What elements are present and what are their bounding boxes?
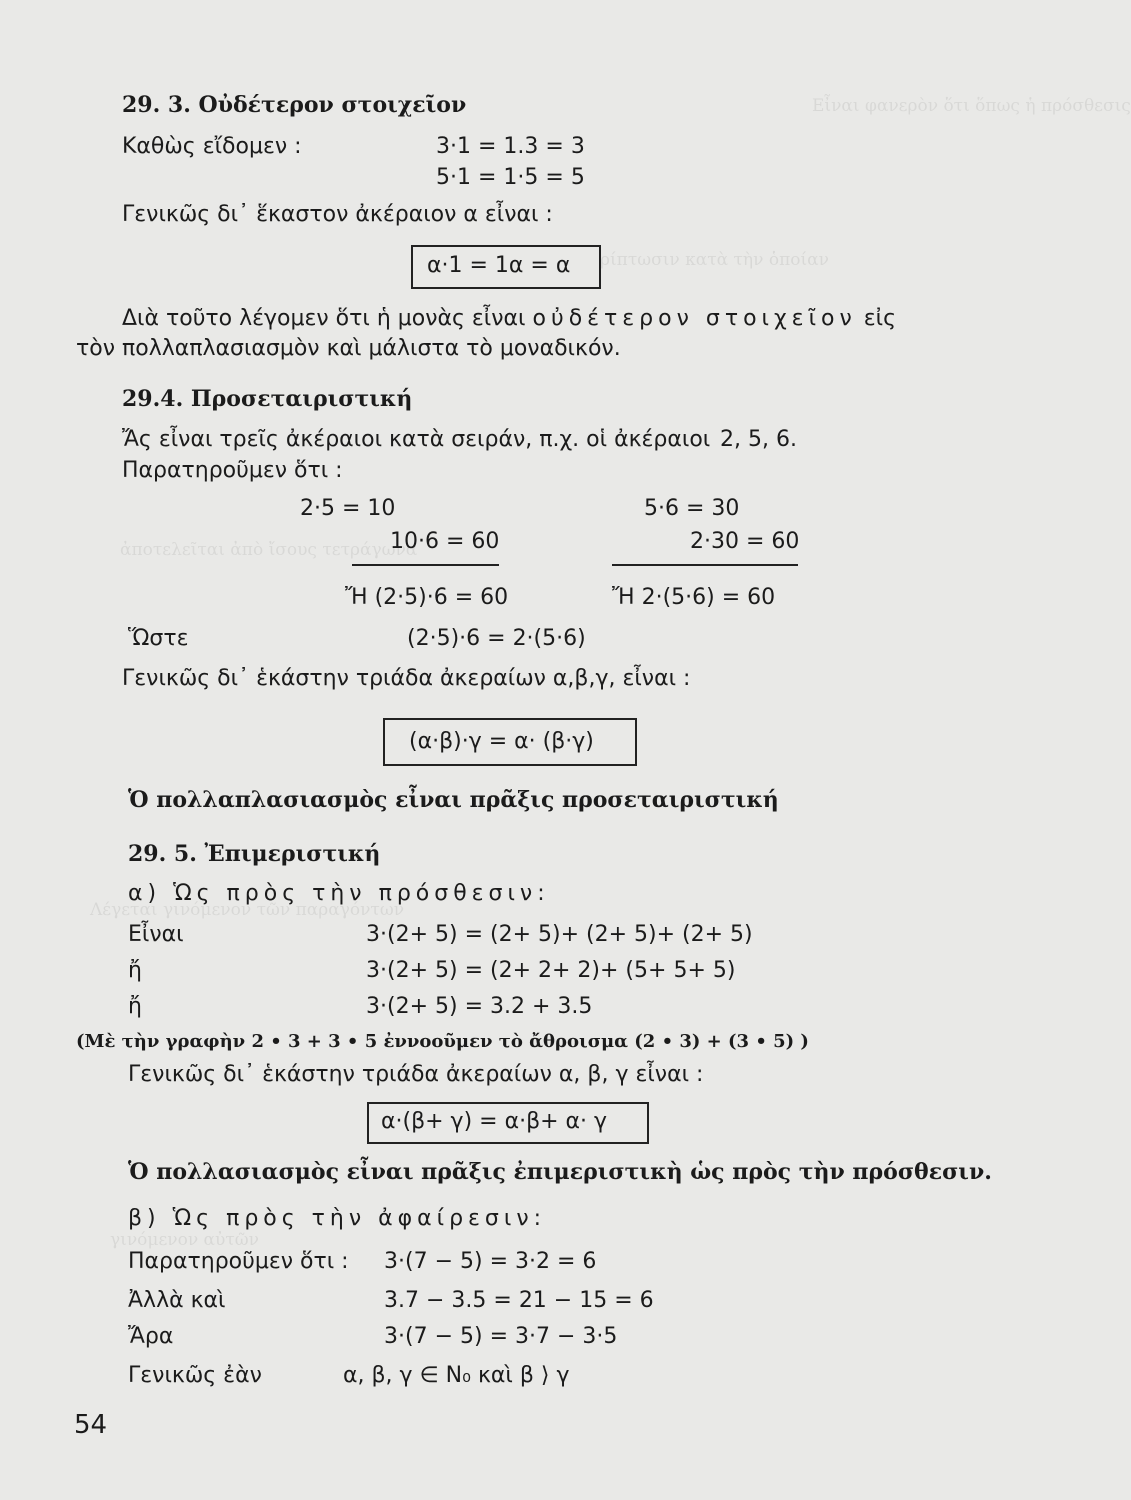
section-29-4-intro: Ἄς εἶναι τρεῖς ἀκέραιοι κατὰ σειράν, π.χ. οἱ ἀκέραιοι xyxy=(122,427,711,452)
section-29-3-conclusion-line2: τὸν πολλαπλασιασμὸν καὶ μάλιστα τὸ μοναδικόν. xyxy=(76,336,621,361)
observe-label: Παρατηροῦμεν ὅτι : xyxy=(128,1249,349,1274)
section-29-4-values: 2, 5, 6. xyxy=(720,427,797,452)
identity-formula: α·1 = 1α = α xyxy=(427,253,571,278)
section-29-3-heading: 29. 3. Οὐδέτερον στοιχεῖον xyxy=(122,92,467,118)
left-divider xyxy=(352,564,499,566)
equation-5x1: 5·1 = 1·5 = 5 xyxy=(436,165,585,190)
left-step-2: 10·6 = 60 xyxy=(390,529,500,554)
section-29-3-intro: Καθὼς εἴδομεν : xyxy=(122,134,302,159)
section-29-4-observe: Παρατηροῦμεν ὅτι : xyxy=(122,458,343,483)
conclusion-text-end: εἰς xyxy=(863,306,897,331)
therefore-label: Ἄρα xyxy=(128,1324,174,1349)
row2-equation: 3·(2+ 5) = (2+ 2+ 2)+ (5+ 5+ 5) xyxy=(366,958,736,983)
right-divider xyxy=(612,564,798,566)
section-29-5-general: Γενικῶς δι᾽ ἑκάστην τριάδα ἀκεραίων α, β, γ εἶναι : xyxy=(128,1062,704,1087)
right-step-1: 5·6 = 30 xyxy=(644,496,740,521)
left-result: Ἤ (2·5)·6 = 60 xyxy=(345,585,509,610)
section-29-3-conclusion xyxy=(122,305,896,333)
distributive-rule: Ὁ πολλασιασμὸς εἶναι πρᾶξις ἐπιμεριστικὴ ὡς πρὸς τὴν πρόσθεσιν. xyxy=(128,1159,992,1185)
left-step-1: 2·5 = 10 xyxy=(300,496,396,521)
section-29-5-heading: 29. 5. Ἐπιμεριστική xyxy=(128,841,381,867)
right-result: Ἤ 2·(5·6) = 60 xyxy=(612,585,776,610)
boxed-formula-associative xyxy=(383,718,637,766)
associative-formula: (α·β)·γ = α· (β·γ) xyxy=(409,729,594,754)
section-29-4-heading: 29.4. Προσεταιριστική xyxy=(122,386,413,412)
row1-equation: 3·(2+ 5) = (2+ 5)+ (2+ 5)+ (2+ 5) xyxy=(366,922,753,947)
row3-equation: 3·(2+ 5) = 3.2 + 3.5 xyxy=(366,994,593,1019)
section-29-4-general: Γενικῶς δι᾽ ἑκάστην τριάδα ἀκεραίων α,β,γ, εἶναι : xyxy=(122,666,691,691)
page-number: 54 xyxy=(74,1410,108,1440)
equation-3x1: 3·1 = 1.3 = 3 xyxy=(436,134,585,159)
part-a-heading: α) Ὡς πρὸς τὴν πρόσθεσιν: xyxy=(128,881,550,906)
but-label: Ἀλλὰ καὶ xyxy=(128,1288,226,1313)
so-equation: (2·5)·6 = 2·(5·6) xyxy=(407,626,586,651)
neutral-element-term: οὐδέτερον στοιχεῖον xyxy=(532,306,857,331)
right-step-2: 2·30 = 60 xyxy=(690,529,800,554)
distributive-formula: α·(β+ γ) = α·β+ α· γ xyxy=(381,1109,608,1134)
but-equation: 3.7 − 3.5 = 21 − 15 = 6 xyxy=(384,1288,654,1313)
if-label: Γενικῶς ἐὰν xyxy=(128,1363,262,1388)
row3-label: ἤ xyxy=(128,994,142,1019)
book-page: Εἶναι φανερὸν ὅτι ὅπως ἡ πρόσθεσις ρίπτωσιν κατὰ τὴν ὁποίαν ἀποτελεῖται ἀπὸ ἴσους τετράγωνα Λέγεται γινόμενον τῶν παραγόντων γινόμενον αὐτῶν 29. 3. Οὐδέτερον στοιχεῖον Καθὼς εἴδομεν : 3·1 = 1.3 = 3 5·1 = 1·5 = 5 Γενικῶς δι᾽ ἕκαστον ἀκέραιον α εἶναι : α·1 = 1α = α Διὰ τοῦτο λέγομεν ὅτι ἡ μονὰς εἶναι οὐδέτερον στοιχεῖον εἰς τὸν πολλαπλασιασμὸν καὶ μάλιστα τὸ μοναδικόν. 29.4. Προσεταιριστική Ἄς εἶναι τρεῖς ἀκέραιοι κατὰ σειράν, π.χ. οἱ ἀκέραιοι 2, 5, 6. Παρατηροῦμεν ὅτι : 2·5 = 10 10·6 = 60 Ἤ (2·5)·6 = 60 5·6 = 30 2·30 = 60 Ἤ 2·(5·6) = 60 Ὥστε (2·5)·6 = 2·(5·6) Γενικῶς δι᾽ ἑκάστην τριάδα ἀκεραίων α,β,γ, εἶναι : (α·β)·γ = α· (β·γ) Ὁ πολλαπλασιασμὸς εἶναι πρᾶξις προσεταιριστική 29. 5. Ἐπιμεριστική α) Ὡς πρὸς τὴν πρόσθεσιν: Εἶναι 3·(2+ 5) = (2+ 5)+ (2+ 5)+ (2+ 5) ἤ 3·(2+ 5) = (2+ 2+ 2)+ (5+ 5+ 5) ἤ 3·(2+ 5) = 3.2 + 3.5 (Μὲ τὴν γραφὴν 2 • 3 + 3 • 5 ἐννοοῦμεν τὸ ἄθροισμα (2 • 3) + (3 • 5) ) Γενικῶς δι᾽ ἑκάστην τριάδα ἀκεραίων α, β, γ εἶναι : α·(β+ γ) = α·β+ α· γ Ὁ πολλασιασμὸς εἶναι πρᾶξις ἐπιμεριστικὴ ὡς πρὸς τὴν πρόσθεσιν. β) Ὡς πρὸς τὴν ἀφαίρεσιν: Παρατηροῦμεν ὅτι : 3·(7 − 5) = 3·2 = 6 Ἀλλὰ καὶ 3.7 − 3.5 = 21 − 15 = 6 Ἄρα 3·(7 − 5) = 3·7 − 3·5 Γενικῶς ἐὰν α, β, γ ∈ N₀ καὶ β ⟩ γ 54 xyxy=(74,92,1131,1440)
row1-label: Εἶναι xyxy=(128,922,184,947)
conclusion-text: Διὰ τοῦτο λέγομεν ὅτι ἡ μονὰς εἶναι xyxy=(122,306,526,331)
row2-label: ἤ xyxy=(128,958,142,983)
section-29-3-general: Γενικῶς δι᾽ ἕκαστον ἀκέραιον α εἶναι : xyxy=(122,202,553,227)
associative-rule: Ὁ πολλαπλασιασμὸς εἶναι πρᾶξις προσεταιριστική xyxy=(128,787,779,813)
therefore-equation: 3·(7 − 5) = 3·7 − 3·5 xyxy=(384,1324,618,1349)
if-condition: α, β, γ ∈ N₀ καὶ β ⟩ γ xyxy=(343,1363,570,1388)
part-b-heading: β) Ὡς πρὸς τὴν ἀφαίρεσιν: xyxy=(128,1206,547,1231)
boxed-formula-distributive xyxy=(367,1102,649,1144)
notation-note: (Μὲ τὴν γραφὴν 2 • 3 + 3 • 5 ἐννοοῦμεν τὸ ἄθροισμα (2 • 3) + (3 • 5) ) xyxy=(76,1031,809,1052)
so-label: Ὥστε xyxy=(128,626,189,651)
boxed-formula-identity xyxy=(411,245,601,289)
observe-equation: 3·(7 − 5) = 3·2 = 6 xyxy=(384,1249,597,1274)
